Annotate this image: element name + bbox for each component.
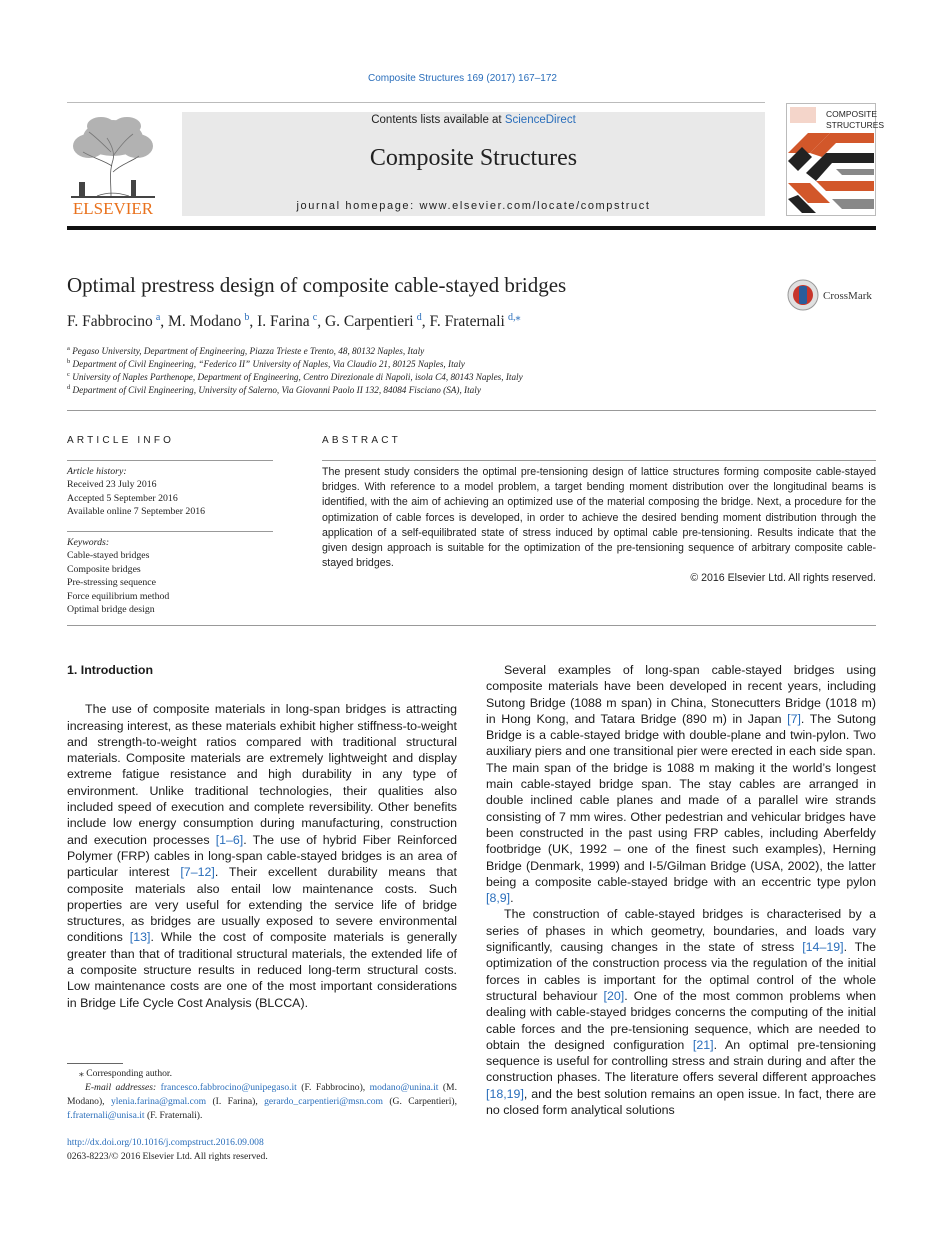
divider — [67, 460, 273, 461]
citation-link[interactable]: [13] — [129, 930, 151, 945]
affiliation-text: Department of Civil Engineering, University of Salerno, Via Giovanni Paolo II 132, 84084 Fisciano (SA), Italy — [72, 385, 481, 396]
divider — [67, 531, 273, 532]
affiliation-marker: b — [67, 358, 71, 365]
author-affiliation-marker[interactable]: d,⁎ — [507, 312, 521, 323]
article-history — [67, 465, 273, 519]
abstract-heading: ABSTRACT — [322, 435, 401, 446]
journal-title[interactable]: Composite Structures — [369, 145, 578, 171]
email-link[interactable]: modano@unina.it — [369, 1082, 439, 1093]
affiliation-marker: c — [67, 371, 70, 378]
email-label: E-mail addresses: — [85, 1082, 157, 1093]
corresponding-author-note: ⁎ Corresponding author. — [79, 1068, 172, 1079]
email-link[interactable]: francesco.fabbrocino@unipegaso.it — [160, 1082, 297, 1093]
email-link[interactable]: gerardo_carpentieri@msn.com — [264, 1096, 383, 1107]
crossmark-badge[interactable] — [786, 278, 886, 312]
elsevier-wordmark: ELSEVIER — [72, 199, 154, 218]
author-affiliation-marker[interactable]: a — [155, 312, 161, 323]
cover-title-line-1: COMPOSITE — [826, 109, 878, 119]
author-name[interactable]: F. Fraternali — [429, 313, 505, 331]
affiliation-text: Department of Civil Engineering, “Federico II” University of Naples, Via Claudio 21, 80125 Naples, Italy — [72, 359, 465, 370]
keyword: Optimal bridge design — [67, 604, 155, 616]
affiliation-text: Pegaso University, Department of Engineering, Piazza Trieste e Trento, 48, 80132 Naples, Italy — [72, 346, 425, 357]
journal-homepage[interactable]: journal homepage: www.elsevier.com/locate/compstruct — [296, 200, 651, 212]
author-name[interactable]: F. Fabbrocino — [67, 313, 153, 331]
citation-link[interactable]: [8,9] — [486, 891, 511, 906]
citation-link[interactable]: [21] — [692, 1037, 714, 1052]
history-received: Received 23 July 2016 — [67, 479, 157, 491]
citation-link[interactable]: [18,19] — [486, 1086, 524, 1101]
paragraph: The construction of cable-stayed bridges is characterised by a series of phases in which geometry, boundaries, and loads vary significantly, causing changes in the state of stress [14–19]. The optimization of the construction process via the regulation of the initial forces in cables is important for the optimal control of the whole structural behaviour [20]. One of the most common problems when dealing with cable-stayed bridges concerns the computing of the initial cable forces and the pre-tensioning sequence, which are needed to obtain the designed configuration [21]. An optimal pre-tensioning sequence is useful for controlling stress and strain during and after the construction phases. The literature offers several different approaches [18,19], and the best solution remains an open issue. In fact, there are no closed form analytical solutions — [486, 907, 877, 1118]
abstract-body — [322, 465, 876, 587]
body-left-column — [67, 662, 457, 1011]
affiliation — [67, 358, 465, 369]
issn-copyright: 0263-8223/© 2016 Elsevier Ltd. All rights reserved. — [67, 1151, 268, 1162]
citation-link[interactable]: [7–12] — [180, 865, 215, 880]
header-top-rule — [67, 102, 765, 103]
paragraph: The use of composite materials in long-span bridges is attracting increasing interest, as these materials exhibit higher stiffness-to-weight and strength-to-weight ratios compared with traditional structural materials. Composite materials are extremely lightweight and display extreme fatigue resistance and high durability in any type of environment. Unlike traditional technologies, their qualities also included speed of execution and complete reversibility. Other benefits include low energy consumption during manufacturing, construction and execution processes [1–6]. The use of hybrid Fiber Reinforced Polymer (FRP) cables in long-span cable-stayed bridges is an area of particular interest [7–12]. Their excellent durability means that composite materials also entail low maintenance costs. Such properties are very useful for extending the service life of bridge structures, as bridges are usually exposed to severe environmental conditions [13]. While the cost of composite materials is generally greater than that of traditional structural materials, the extended life of a composite structure results in reduced long-term structural costs. Low maintenance costs are one of the most important considerations in Bridge Life Cycle Cost Analysis (BLCCA). — [67, 702, 458, 1010]
keyword: Force equilibrium method — [67, 590, 170, 602]
divider — [67, 625, 876, 626]
citation-link[interactable]: [7] — [787, 711, 801, 726]
affiliation — [67, 371, 523, 382]
affiliation — [67, 384, 481, 395]
journal-reference[interactable]: Composite Structures 169 (2017) 167–172 — [367, 73, 557, 84]
doi-block — [67, 1136, 268, 1164]
body-right-column — [486, 662, 876, 1118]
crossmark-label: CrossMark — [823, 290, 872, 302]
article-title: Optimal prestress design of composite cable-stayed bridges — [67, 273, 567, 297]
affiliation-marker: d — [67, 384, 71, 391]
email-link[interactable]: f.fraternali@unisa.it — [67, 1110, 145, 1121]
email-addresses: E-mail addresses: francesco.fabbrocino@unipegaso.it (F. Fabbrocino), modano@unina.it (M. Modano), ylenia.farina@gmal.com (I. Farina), gerardo_carpentieri@msn.com (G. Carpentieri), f.fraternali@unisa.it (F. Fraternali). — [67, 1082, 457, 1121]
section-heading: 1. Introduction — [67, 663, 154, 677]
footnote-rule — [67, 1063, 123, 1064]
citation-link[interactable]: [14–19] — [802, 940, 844, 955]
divider — [67, 410, 876, 411]
sciencedirect-link[interactable]: ScienceDirect — [504, 114, 576, 126]
footnotes — [67, 1067, 457, 1123]
keyword: Pre-stressing sequence — [67, 577, 156, 589]
affiliation-text: University of Naples Parthenope, Department of Engineering, Centro Direzionale di Napoli, isola C4, 80143 Naples, Italy — [72, 372, 523, 383]
affiliation-marker: a — [67, 345, 70, 352]
keyword: Cable-stayed bridges — [67, 550, 150, 562]
abstract-copyright: © 2016 Elsevier Ltd. All rights reserved. — [690, 572, 876, 585]
author-name[interactable]: I. Farina — [257, 313, 310, 331]
author-affiliation-marker[interactable]: c — [312, 312, 318, 323]
contents-prefix: Contents lists available at — [371, 114, 505, 126]
elsevier-logo[interactable] — [67, 112, 159, 216]
author-affiliation-marker[interactable]: d — [416, 312, 422, 323]
keywords — [67, 536, 273, 616]
article-history-label: Article history: — [67, 466, 127, 477]
history-accepted: Accepted 5 September 2016 — [67, 492, 178, 504]
citation-link[interactable]: [1–6] — [215, 832, 244, 847]
author-name[interactable]: G. Carpentieri — [324, 313, 414, 331]
author-name[interactable]: M. Modano — [168, 313, 242, 331]
header-bottom-rule — [67, 226, 876, 230]
journal-cover-image[interactable] — [786, 103, 885, 216]
abstract-text: The present study considers the optimal pre-tensioning design of lattice structures forming composite cable-stayed bridges. With reference to a model problem, a target bending moment distribution over the longitudinal beams is identified, with the aim of achieving an optimized use of the material composing the bridge. Next, a procedure for the optimization of cable forces is developed, in order to achieve the desired bending moment distribution through the application of a self-equilibrated state of stress induced by optimal cable pre-tensioning. Results indicate that the given design approach is suitable for the optimization of the pre-tensioning sequence of arbitrary composite cable-stayed bridges. — [322, 466, 876, 570]
history-online: Available online 7 September 2016 — [67, 506, 206, 518]
email-link[interactable]: ylenia.farina@gmal.com — [110, 1096, 207, 1107]
contents-available-line — [182, 114, 765, 126]
paragraph: Several examples of long-span cable-stayed bridges using composite materials have been developed in recent years, including Sutong Bridge (1088 m span) in China, Stonecutters Bridge (1018 m) in Hong Kong, and Tatara Bridge (890 m) in Japan [7]. The Sutong Bridge is a cable-stayed bridge with double-plane and twin-pylon. Two auxiliary piers and one transitional pier were erected in each side span. The main span of the bridge is 1088 m making it the world’s longest main cable-stayed bridge span. The stay cables are arranged in double inclined cable planes and made of a parallel wire strands consisting of 7 mm wires. Other pedestrian and vehicular bridges have been constructed in the past using FRP cables, including Aberfeldy footbridge (UK, 1992 – one of the finest such examples), Herning Bridge (Denmark, 1999) and I-5/Gilman Bridge (USA, 2002), the latter being a composite cable-stayed bridge with an eccentric type pylon [8,9]. — [486, 663, 876, 906]
citation-link[interactable]: [20] — [603, 988, 625, 1003]
author-list: F. Fabbrocino $^a$, M. Modano $^b$, I. Farina $^c$, G. Carpentieri $^d$, F. Fraternali $^{d,⁎}$ — [67, 312, 521, 331]
cover-title-line-2: STRUCTURES — [826, 120, 885, 130]
article-info-heading: ARTICLE INFO — [67, 435, 175, 446]
keyword: Composite bridges — [67, 563, 141, 575]
keywords-label: Keywords: — [67, 537, 110, 548]
author-affiliation-marker[interactable]: b — [244, 312, 250, 323]
affiliation — [67, 345, 424, 356]
divider — [322, 460, 876, 461]
elsevier-tree-icon — [67, 112, 159, 216]
doi-link[interactable]: http://dx.doi.org/10.1016/j.compstruct.2016.09.008 — [67, 1137, 264, 1148]
